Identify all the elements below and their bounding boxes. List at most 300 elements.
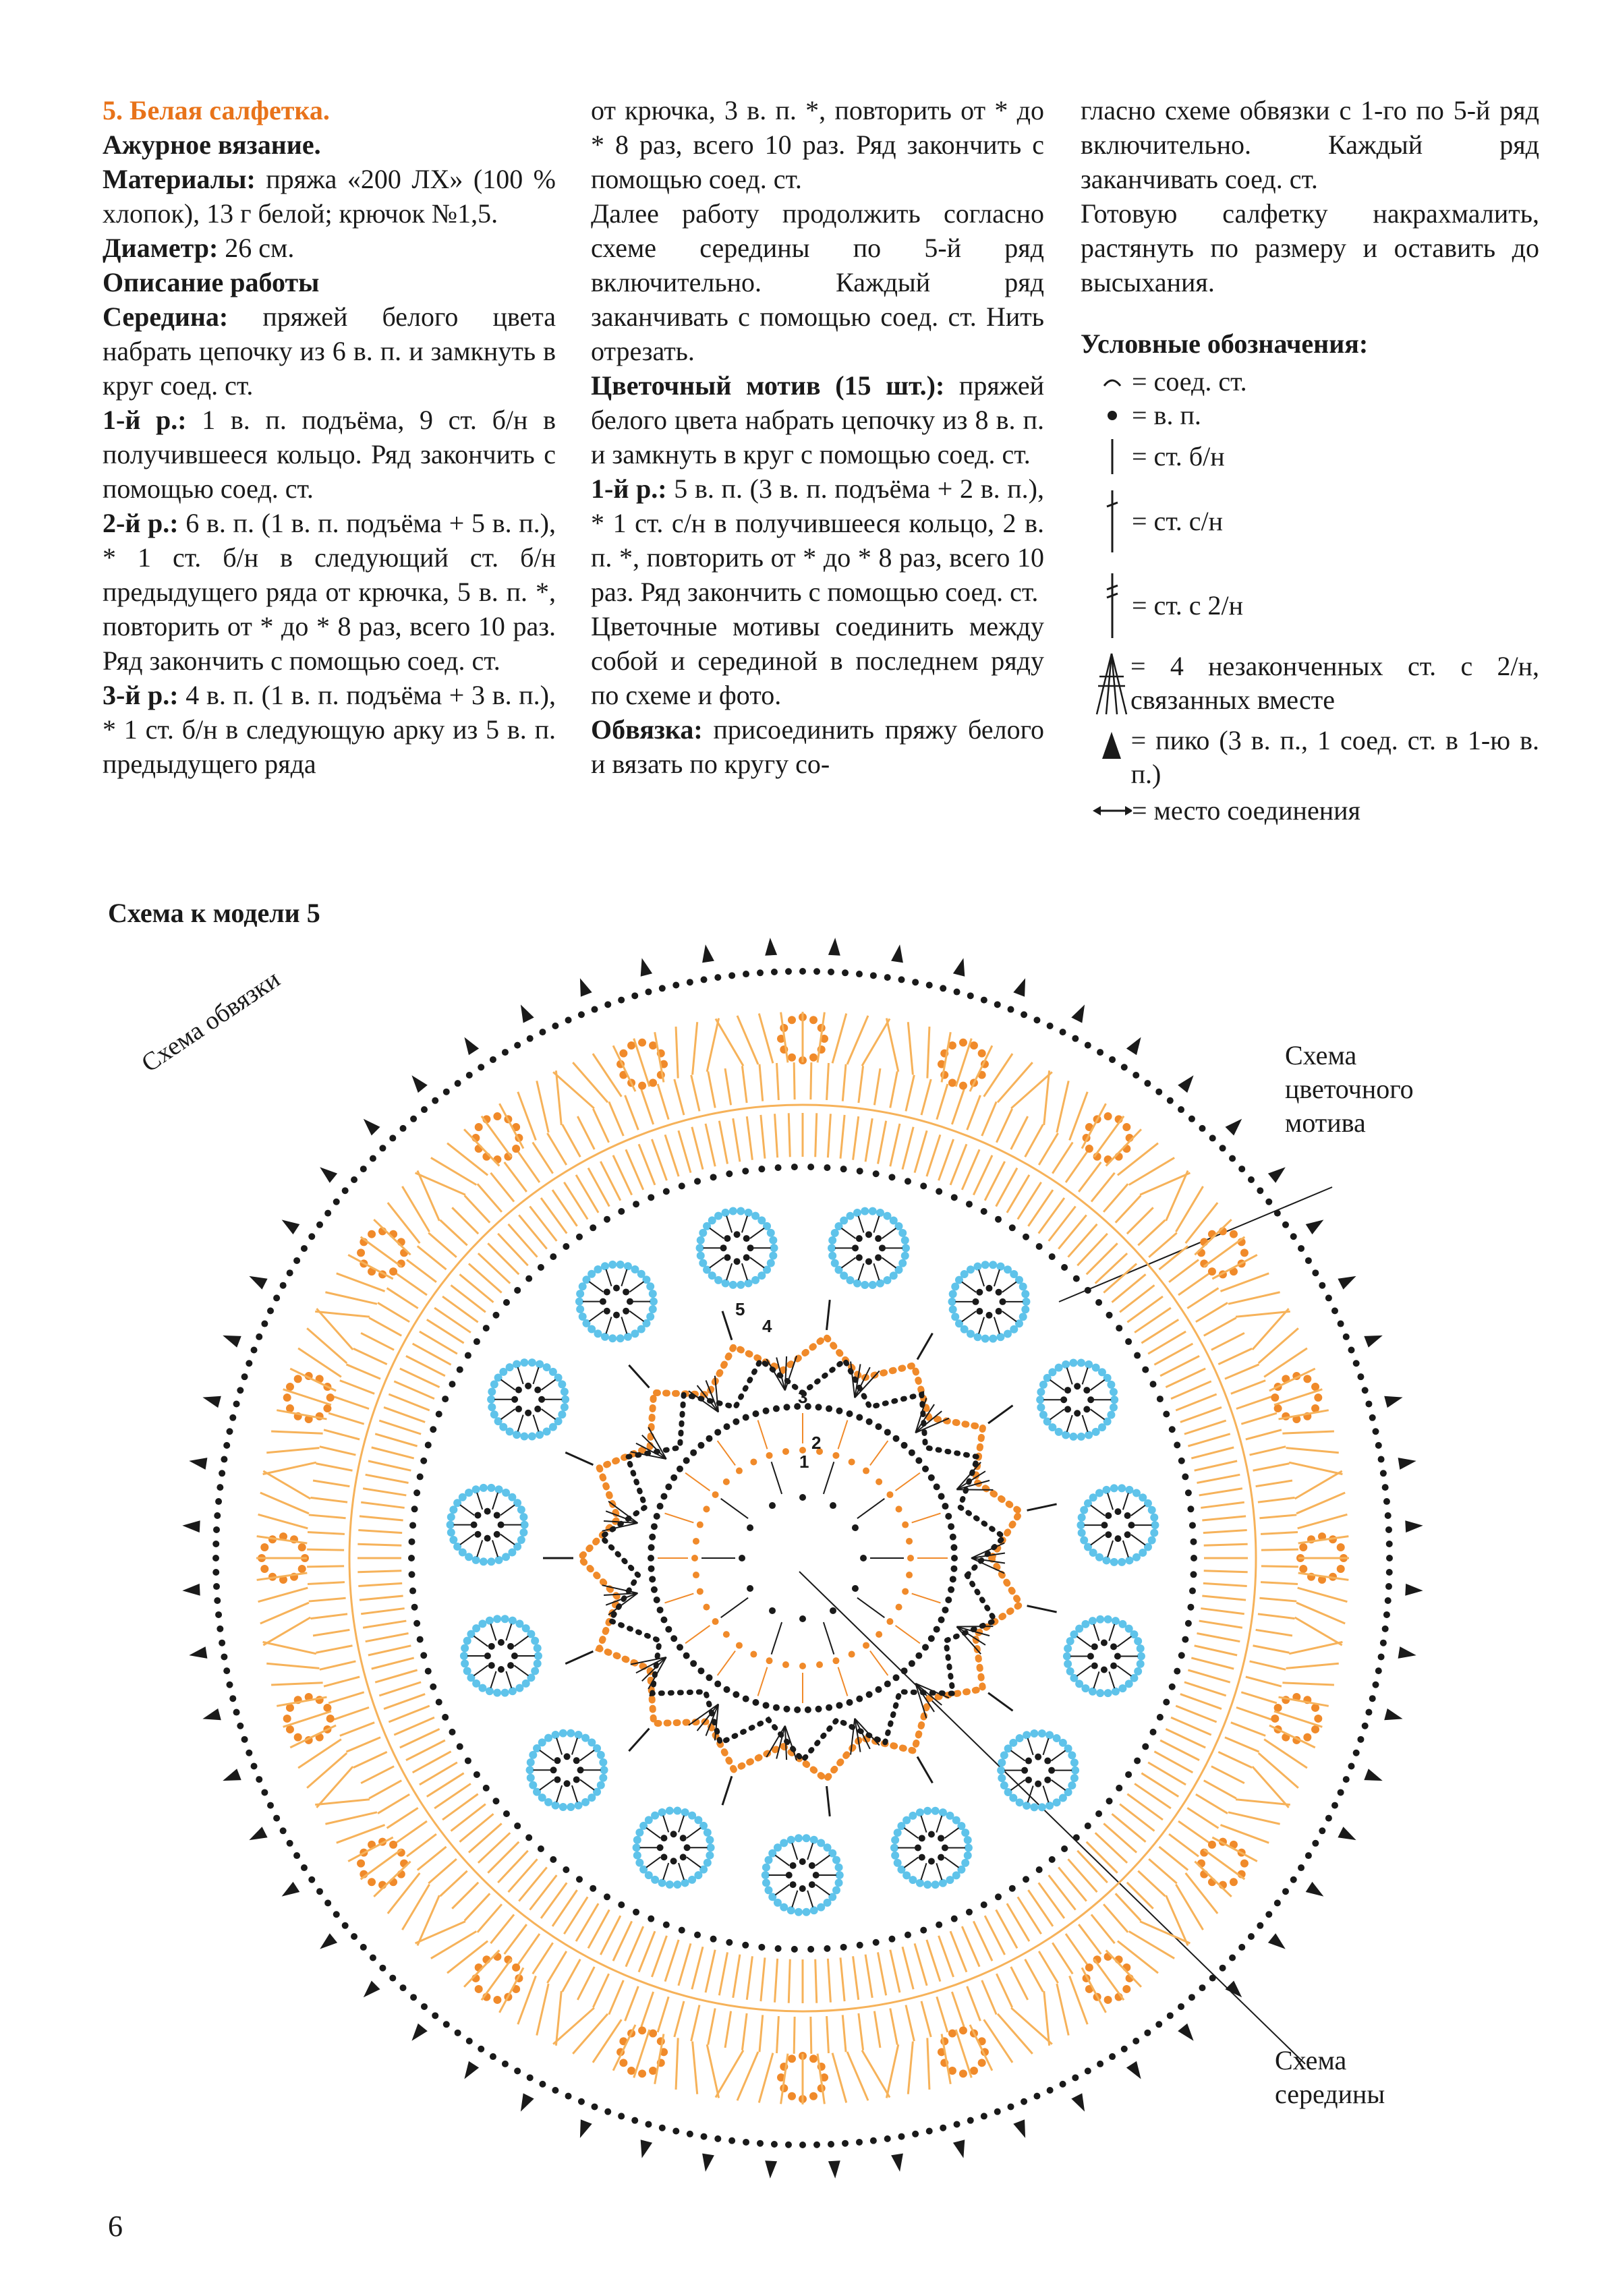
chain-dot [1380, 1470, 1387, 1476]
chain-dot [246, 1750, 252, 1756]
treble-crochet-stitch [1231, 1723, 1265, 1736]
single-crochet-stitch [912, 1594, 941, 1603]
picot [641, 958, 652, 976]
chain-dot [728, 2137, 735, 2144]
double-crochet-stitch [679, 1863, 684, 1880]
chain-dot [773, 1405, 780, 1412]
chain-dot [1157, 1714, 1164, 1721]
chain-dot [601, 1333, 609, 1341]
chain-dot [928, 1831, 935, 1837]
cluster-stitch [956, 1489, 993, 1490]
chain-dot [884, 2135, 891, 2142]
chain-dot [949, 1290, 957, 1298]
chain-dot [919, 1835, 925, 1841]
chain-dot [799, 1615, 806, 1622]
treble-crochet-stitch [478, 1184, 502, 1212]
chain-dot [951, 1194, 958, 1201]
chain-dot [846, 1212, 854, 1220]
flower-motifs [447, 1207, 1159, 1916]
chain-dot [666, 1881, 674, 1889]
treble-crochet-stitch [1057, 1081, 1068, 1132]
double-crochet-stitch [761, 1957, 765, 2001]
double-crochet-stitch [492, 1493, 498, 1510]
chain-dot [888, 1936, 895, 1943]
treble-crochet-stitch [478, 1904, 502, 1932]
chain-dot [604, 2108, 611, 2115]
chain-dot [293, 1852, 300, 1859]
chain-dot [527, 1758, 535, 1767]
chain-dot [1299, 1543, 1307, 1551]
chain-dot [514, 1042, 521, 1049]
legend-text: = пико (3 в. п., 1 соед. ст. в 1-ю в. п.) [1130, 725, 1539, 789]
picot [464, 2061, 479, 2079]
chain-dot [1044, 1777, 1051, 1783]
join-arrow [629, 1729, 649, 1751]
treble-crochet-stitch [759, 2015, 763, 2052]
chain-dot [769, 1502, 776, 1509]
chain-dot [996, 1263, 1004, 1271]
chain-dot [1137, 1660, 1145, 1668]
legend [1081, 326, 1539, 828]
chain-dot [919, 1854, 925, 1861]
double-crochet-stitch [646, 1828, 660, 1838]
chain-dot [690, 1450, 697, 1456]
chain-dot [710, 1174, 717, 1180]
chain-dot [1125, 1338, 1132, 1345]
chain-dot [1021, 1767, 1028, 1774]
chain-dot [237, 1387, 243, 1394]
chain-dot [1085, 1823, 1091, 1829]
chain-dot [707, 1843, 715, 1852]
chain-dot [663, 1922, 670, 1928]
double-crochet-stitch [828, 1959, 830, 2003]
double-crochet-stitch [1197, 1474, 1240, 1483]
chain-dot [875, 1235, 882, 1242]
double-crochet-stitch [490, 1671, 496, 1688]
treble-crochet-stitch [577, 1967, 594, 2000]
chain-dot [926, 2128, 933, 2135]
chain-dot [886, 1491, 893, 1498]
chain-dot [521, 1521, 529, 1529]
chain-dot [594, 1265, 602, 1273]
chain-dot [294, 1733, 302, 1742]
chain-dot [1037, 1388, 1045, 1396]
chain-dot [795, 1908, 803, 1916]
double-crochet-stitch [944, 1828, 958, 1838]
chain-dot [534, 1652, 542, 1660]
chain-dot [923, 1881, 931, 1889]
chain-dot [1191, 1555, 1197, 1561]
chain-dot-icon [1093, 409, 1132, 422]
chain-dot [762, 1878, 770, 1887]
double-crochet-stitch [460, 1505, 474, 1515]
chain-dot [1066, 1667, 1074, 1675]
chain-dot [360, 1166, 367, 1172]
double-crochet-stitch [509, 1859, 538, 1892]
treble-crochet-stitch [337, 1273, 385, 1292]
chain-dot [866, 1418, 873, 1425]
chain-dot [558, 1380, 566, 1388]
double-crochet-stitch [1201, 1609, 1244, 1614]
chain-dot [578, 1011, 585, 1018]
chain-dot [976, 1289, 983, 1296]
chain-dot [876, 1209, 884, 1217]
treble-crochet-stitch [1039, 1133, 1058, 1165]
chain-dot [736, 1468, 743, 1474]
chain-dot [780, 1839, 788, 1847]
treble-crochet-stitch [1103, 1904, 1128, 1932]
cluster-stitch [776, 1726, 785, 1759]
treble-crochet-stitch [1296, 1493, 1345, 1514]
treble-crochet-stitch [353, 1752, 387, 1767]
chain-dot [799, 968, 806, 975]
middle-paragraph [103, 299, 556, 403]
materials-text: пряжа «200 ЛХ» (100 % хлопок), 13 г белой; крючок №1,5. [103, 164, 556, 229]
chain-dot [1163, 1699, 1170, 1706]
picot [641, 2140, 652, 2158]
treble-crochet-stitch [794, 1062, 795, 1099]
picot [953, 958, 965, 976]
chain-dot [936, 1922, 942, 1928]
row-number: 1 [799, 1452, 809, 1472]
chain-dot [681, 1808, 689, 1816]
chain-dot [575, 1298, 583, 1306]
treble-crochet-stitch [308, 1532, 345, 1534]
picot [411, 2024, 427, 2041]
chain-dot [432, 2012, 438, 2019]
treble-crochet-stitch [737, 2052, 758, 2100]
chain-dot [665, 1626, 672, 1633]
chain-dot [648, 1566, 655, 1572]
chain-dot [1062, 1360, 1070, 1369]
treble-crochet-stitch [1187, 1288, 1218, 1309]
edging-petal [716, 1012, 890, 1066]
double-crochet-stitch [1068, 1224, 1097, 1257]
double-crochet-stitch [1002, 1311, 1016, 1321]
chain-dot [909, 1660, 915, 1667]
chain-dot [591, 2103, 598, 2110]
chain-dot [1134, 1757, 1141, 1764]
double-crochet-stitch [529, 1206, 556, 1240]
treble-crochet-stitch [260, 1603, 309, 1624]
chain-dot [670, 1831, 677, 1837]
chain-dot [283, 1715, 291, 1723]
chain-dot [706, 1674, 712, 1681]
single-crochet-stitch [665, 1594, 694, 1603]
chain-dot [1386, 1555, 1393, 1561]
join-arrow-icon [1093, 804, 1132, 817]
chain-dot [856, 1414, 863, 1420]
chain-dot [1030, 1803, 1038, 1811]
chain-dot [742, 1942, 749, 1949]
treble-crochet-stitch [716, 2050, 743, 2098]
picot [765, 2160, 777, 2178]
chain-dot [1331, 1802, 1338, 1809]
chain-dot [616, 1334, 625, 1342]
chain-dot [950, 1566, 957, 1572]
chain-dot [1343, 1333, 1350, 1340]
chain-dot [876, 1686, 882, 1693]
double-crochet-stitch [721, 1499, 748, 1518]
chain-dot [763, 1702, 770, 1709]
chain-dot [1021, 1290, 1029, 1298]
chain-dot [752, 1410, 759, 1417]
chain-dot [703, 1604, 710, 1611]
chain-dot [1035, 1754, 1041, 1760]
double-crochet-stitch [815, 1113, 817, 1157]
chain-dot [409, 1571, 415, 1578]
chain-dot [1106, 1312, 1113, 1319]
chain-dot [502, 1049, 509, 1056]
treble-crochet-stitch [742, 1066, 747, 1103]
chain-dot [223, 1442, 230, 1449]
treble-crochet-stitch [320, 1661, 356, 1669]
chain-dot [613, 1285, 620, 1292]
chain-dot [525, 1834, 532, 1841]
double-crochet-stitch [384, 1694, 425, 1709]
treble-crochet-stitch [1127, 1883, 1153, 1909]
picot [411, 1075, 427, 1093]
flower-motif [890, 1807, 973, 1889]
chain-dot [805, 1706, 811, 1713]
diameter-paragraph [103, 231, 556, 265]
chain-dot [480, 1557, 488, 1566]
text-column-2 [591, 93, 1044, 781]
chain-dot [498, 1666, 505, 1673]
treble-crochet-stitch [1228, 1812, 1280, 1824]
double-crochet-stitch [488, 1243, 519, 1274]
chain-dot [815, 1404, 822, 1410]
chain-dot [706, 1435, 712, 1442]
chain-dot [1257, 1187, 1263, 1194]
double-crochet-stitch [514, 1636, 528, 1646]
chain-dot [896, 1604, 902, 1611]
edging-petal [315, 1171, 439, 1317]
chain-dot [1109, 1056, 1116, 1063]
chain-dot [714, 1212, 722, 1220]
chain-dot [503, 1299, 510, 1306]
chain-dot [368, 1230, 376, 1238]
chain-dot [233, 1709, 240, 1716]
chain-dot [694, 1932, 701, 1939]
picot [182, 1520, 200, 1532]
treble-crochet-stitch [1103, 1184, 1128, 1212]
chain-dot [670, 1858, 677, 1864]
chain-dot [905, 1178, 911, 1184]
chain-dot [1102, 1486, 1110, 1494]
chain-dot [938, 1617, 945, 1624]
treble-crochet-stitch [1246, 1677, 1282, 1686]
chain-dot [552, 1802, 560, 1810]
chain-dot [501, 1689, 509, 1697]
chain-dot [1037, 1404, 1045, 1412]
double-crochet-stitch [394, 1381, 434, 1399]
edging-petal [415, 1922, 562, 2046]
flower-motif [997, 1729, 1079, 1811]
chain-dot [657, 1503, 664, 1510]
treble-crochet-stitch [794, 2017, 795, 2054]
legend-item [1093, 650, 1539, 724]
chain-dot [212, 1569, 219, 1576]
chain-dot [1303, 1375, 1311, 1383]
single-crochet-stitch [685, 1626, 710, 1643]
single-crochet-stitch [838, 1420, 848, 1450]
double-crochet-stitch [962, 1282, 976, 1292]
chain-dot [967, 1265, 975, 1273]
treble-crochet-stitch [1079, 1162, 1101, 1192]
double-crochet-stitch [878, 1121, 886, 1164]
chain-dot [733, 1691, 739, 1698]
chain-dot [743, 1254, 750, 1261]
treble-crochet-stitch [1296, 1603, 1345, 1624]
chain-dot [1025, 1777, 1032, 1783]
chain-dot [663, 1188, 670, 1195]
chain-dot [1299, 1565, 1307, 1573]
chain-dot [413, 1489, 420, 1496]
chain-dot [648, 1194, 654, 1201]
chain-dot [624, 1262, 632, 1270]
chain-dot [316, 1888, 323, 1895]
chain-dot [1190, 1539, 1197, 1545]
double-crochet-stitch [788, 1113, 790, 1157]
chain-dot [660, 1617, 667, 1624]
double-crochet-stitch [474, 1636, 488, 1646]
treble-crochet-stitch [890, 1072, 897, 1108]
chain-dot [581, 1798, 590, 1806]
chain-dot [520, 1358, 528, 1367]
chain-dot [599, 1774, 607, 1782]
chain-dot [618, 1208, 625, 1215]
double-crochet-stitch [1068, 1859, 1097, 1892]
chain-dot [771, 2141, 778, 2148]
picot [320, 1933, 337, 1949]
double-crochet-stitch [853, 1116, 859, 1159]
materials-paragraph [103, 162, 556, 231]
chain-dot [447, 1528, 455, 1537]
double-crochet-stitch [962, 1926, 979, 1967]
chain-dot [1187, 1604, 1194, 1611]
chain-dot [223, 1667, 230, 1674]
chain-dot [940, 985, 946, 992]
finishing-paragraph: Готовую салфетку накрахмалить, растянуть по размеру и оставить до высыхания. [1081, 198, 1539, 297]
chain-dot [1077, 1521, 1085, 1529]
chain-dot [1104, 1996, 1112, 2004]
treble-crochet-stitch [832, 2053, 847, 2103]
chain-dot [389, 1135, 396, 1141]
double-crochet-stitch [788, 1959, 790, 2003]
row1-paragraph [103, 403, 556, 506]
treble-crochet-stitch [921, 2001, 931, 2037]
chain-dot [529, 1781, 537, 1789]
chain-dot [1373, 1428, 1379, 1435]
chain-dot [645, 989, 652, 996]
double-crochet-stitch [865, 1955, 872, 1998]
chain-dot [1178, 1106, 1184, 1113]
chain-dot [916, 1879, 924, 1887]
treble-crochet-stitch [353, 1348, 387, 1364]
flower-motif [447, 1484, 529, 1566]
chain-dot [693, 1538, 699, 1545]
double-crochet-stitch [368, 1646, 411, 1655]
chain-dot [657, 1844, 664, 1851]
chain-dot [1063, 1652, 1071, 1660]
chain-dot [502, 2061, 509, 2067]
treble-crochet-stitch [378, 1302, 409, 1321]
chain-dot [1092, 1428, 1100, 1436]
chain-dot [964, 1852, 972, 1860]
treble-crochet-stitch [266, 1663, 319, 1668]
chain-dot [999, 1298, 1006, 1305]
double-crochet-stitch [556, 1785, 562, 1802]
chain-dot [959, 2026, 967, 2034]
chain-dot [948, 1298, 956, 1306]
chain-dot [509, 1687, 517, 1695]
chain-dot [1023, 1876, 1029, 1883]
treble-crochet-stitch [967, 1986, 981, 2021]
treble-crochet-stitch [859, 2013, 863, 2050]
chain-dot [221, 1456, 227, 1463]
chain-dot [1072, 1035, 1079, 1042]
chain-dot [436, 1410, 442, 1417]
chain-dot [478, 2046, 484, 2053]
chain-dot [763, 1408, 770, 1414]
chain-dot [357, 1249, 365, 1257]
chain-dot [1022, 1298, 1030, 1306]
chain-dot [726, 1170, 733, 1177]
chain-dot [1030, 1729, 1038, 1738]
treble-crochet-stitch [328, 1413, 364, 1424]
treble-crochet-stitch [1211, 1767, 1244, 1783]
treble-crochet-stitch [759, 2053, 773, 2103]
treble-crochet-stitch [716, 1018, 743, 1066]
double-crochet-stitch [518, 1415, 523, 1432]
treble-crochet-stitch [325, 1292, 377, 1304]
chain-dot [520, 1432, 528, 1440]
chain-dot [525, 1275, 532, 1282]
chain-dot [442, 1714, 449, 1721]
treble-crochet-stitch [641, 1992, 654, 2027]
chain-dot [959, 1039, 967, 1047]
treble-crochet-stitch [862, 2050, 890, 2098]
double-crochet-stitch [807, 1891, 813, 1907]
chain-dot [670, 1474, 677, 1481]
chain-dot [1036, 1243, 1043, 1250]
double-crochet-stitch [1093, 1671, 1099, 1688]
treble-crochet-stitch [320, 1447, 356, 1455]
chain-dot [680, 1854, 687, 1860]
chain-dot [1095, 1810, 1102, 1817]
chain-dot [757, 969, 764, 976]
chain-dot [737, 1207, 745, 1215]
double-crochet-stitch [1195, 1461, 1237, 1470]
chain-dot [928, 1474, 935, 1481]
chain-dot [1000, 1781, 1008, 1789]
chain-dot [461, 1644, 469, 1653]
chain-dot [550, 1856, 556, 1863]
picot [1398, 1458, 1416, 1470]
flower-motif [575, 1261, 658, 1342]
chain-dot [884, 974, 891, 981]
treble-crochet-stitch [1286, 1663, 1339, 1668]
chain-dot [1095, 1489, 1103, 1497]
treble-crochet-stitch [847, 2052, 868, 2100]
double-crochet-stitch [442, 1794, 478, 1820]
chain-dot [638, 1039, 646, 1047]
double-crochet-stitch [652, 1936, 666, 1977]
chain-dot [1071, 1767, 1079, 1775]
treble-crochet-stitch [346, 1365, 380, 1379]
chain-dot [1101, 1522, 1108, 1528]
